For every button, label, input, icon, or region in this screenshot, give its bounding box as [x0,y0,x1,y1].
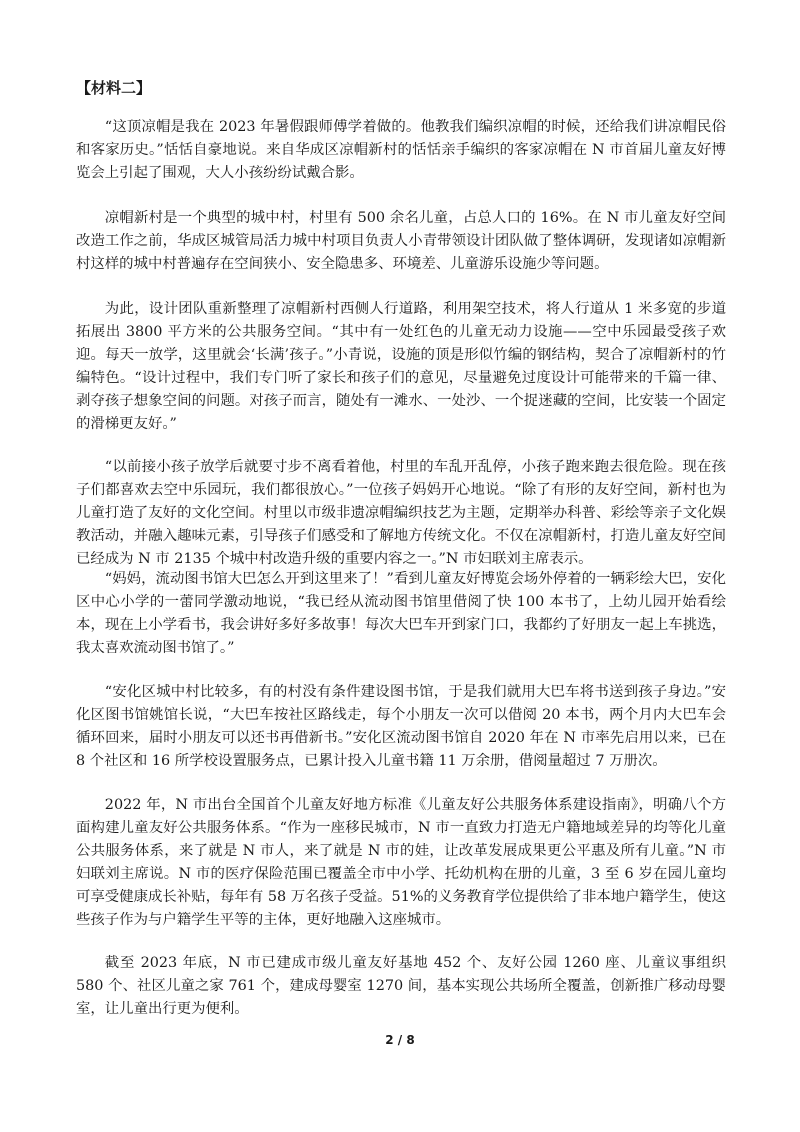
paragraph-8: 截至 2023 年底，N 市已建成市级儿童友好基地 452 个、友好公园 1260 座、儿童议事组织 580 个、社区儿童之家 761 个，建成母婴室 1270 间，基本实现公共场所全覆盖，创新推广移动母婴室，让儿童出行更为便利。 [76,955,726,1017]
paragraph-1: “这顶凉帽是我在 2023 年暑假跟师傅学着做的。他教我们编织凉帽的时候，还给我们讲凉帽民俗和客家历史。”恬恬自豪地说。来自华成区凉帽新村的恬恬亲手编织的客家凉帽在 N 市首届儿童友好博览会上引起了围观，大人小孩纷纷试戴合影。 [76,119,726,181]
paragraph-2: 凉帽新村是一个典型的城中村，村里有 500 余名儿童，占总人口的 16%。在 N 市儿童友好空间改造工作之前，华成区城管局活力城中村项目负责人小青带领设计团队做了整体调研，发现诸如凉帽新村这样的城中村普遍存在空间狭小、安全隐患多、环境差、儿童游乐设施少等问题。 [76,210,726,272]
paragraph-6: “安化区城中村比较多，有的村没有条件建设图书馆，于是我们就用大巴车将书送到孩子身边。”安化区图书馆姚馆长说，“大巴车按社区路线走，每个小朋友一次可以借阅 20 本书，两个月内大巴车会循环回来，届时小朋友可以还书再借新书。”安化区流动图书馆自 2020 年在 N 市率先启用以来，已在 8 个社区和 16 所学校设置服务点，已累计投入儿童书籍 11 万余册，借阅量超过 7 万册次。 [76,684,726,769]
paragraph-4: “以前接小孩子放学后就要寸步不离看着他，村里的车乱开乱停，小孩子跑来跑去很危险。现在孩子们都喜欢去空中乐园玩，我们都很放心。”一位孩子妈妈开心地说。“除了有形的友好空间，新村也为儿童打造了友好的文化空间。村里以市级非遗凉帽编织技艺为主题，定期举办科普、彩绘等亲子文化娱教活动，并融入趣味元素，引导孩子们感受和了解地方传统文化。不仅在凉帽新村，打造儿童友好空间已经成为 N 市 2135 个城中村改造升级的重要内容之一。”N 市妇联刘主席表示。 [76,459,726,567]
page-number: 2 / 8 [385,1033,415,1047]
paragraph-5: “妈妈，流动图书馆大巴怎么开到这里来了！”看到儿童友好博览会场外停着的一辆彩绘大巴，安化区中心小学的一蕾同学激动地说，“我已经从流动图书馆里借阅了快 100 本书了，上幼儿园开始看绘本，现在上小学看书，我会讲好多好多故事！每次大巴车开到家门口，我都约了好朋友一起上车挑选，我太喜欢流动图书馆了。” [76,571,726,656]
section-heading: 【材料二】 [76,79,152,97]
paragraph-7: 2022 年，N 市出台全国首个儿童友好地方标准《儿童友好公共服务体系建设指南》，明确八个方面构建儿童友好公共服务体系。“作为一座移民城市，N 市一直致力打造无户籍地域差异的均等化儿童公共服务体系，来了就是 N 市人，来了就是 N 市的娃，让改革发展成果更公平惠及所有儿童。”N 市妇联刘主席说。N 市的医疗保险范围已覆盖全市中小学、托幼机构在册的儿童，3 至 6 岁在园儿童均可享受健康成长补贴，每年有 58 万名孩子受益。51%的义务教育学位提供给了非本地户籍学生，使这些孩子作为与户籍学生平等的主体，更好地融入这座城市。 [76,797,726,928]
paragraph-3: 为此，设计团队重新整理了凉帽新村西侧人行道路，利用架空技术，将人行道从 1 米多宽的步道拓展出 3800 平方米的公共服务空间。“其中有一处红色的儿童无动力设施——空中乐园最受孩子欢迎。每天一放学，这里就会‘长满’孩子。”小青说，设施的顶是形似竹编的钢结构，契合了凉帽新村的竹编特色。“设计过程中，我们专门听了家长和孩子们的意见，尽量避免过度设计可能带来的千篇一律、剥夺孩子想象空间的问题。对孩子而言，随处有一滩水、一处沙、一个捉迷藏的空间，比安装一个固定的滑梯更友好。” [76,301,726,432]
